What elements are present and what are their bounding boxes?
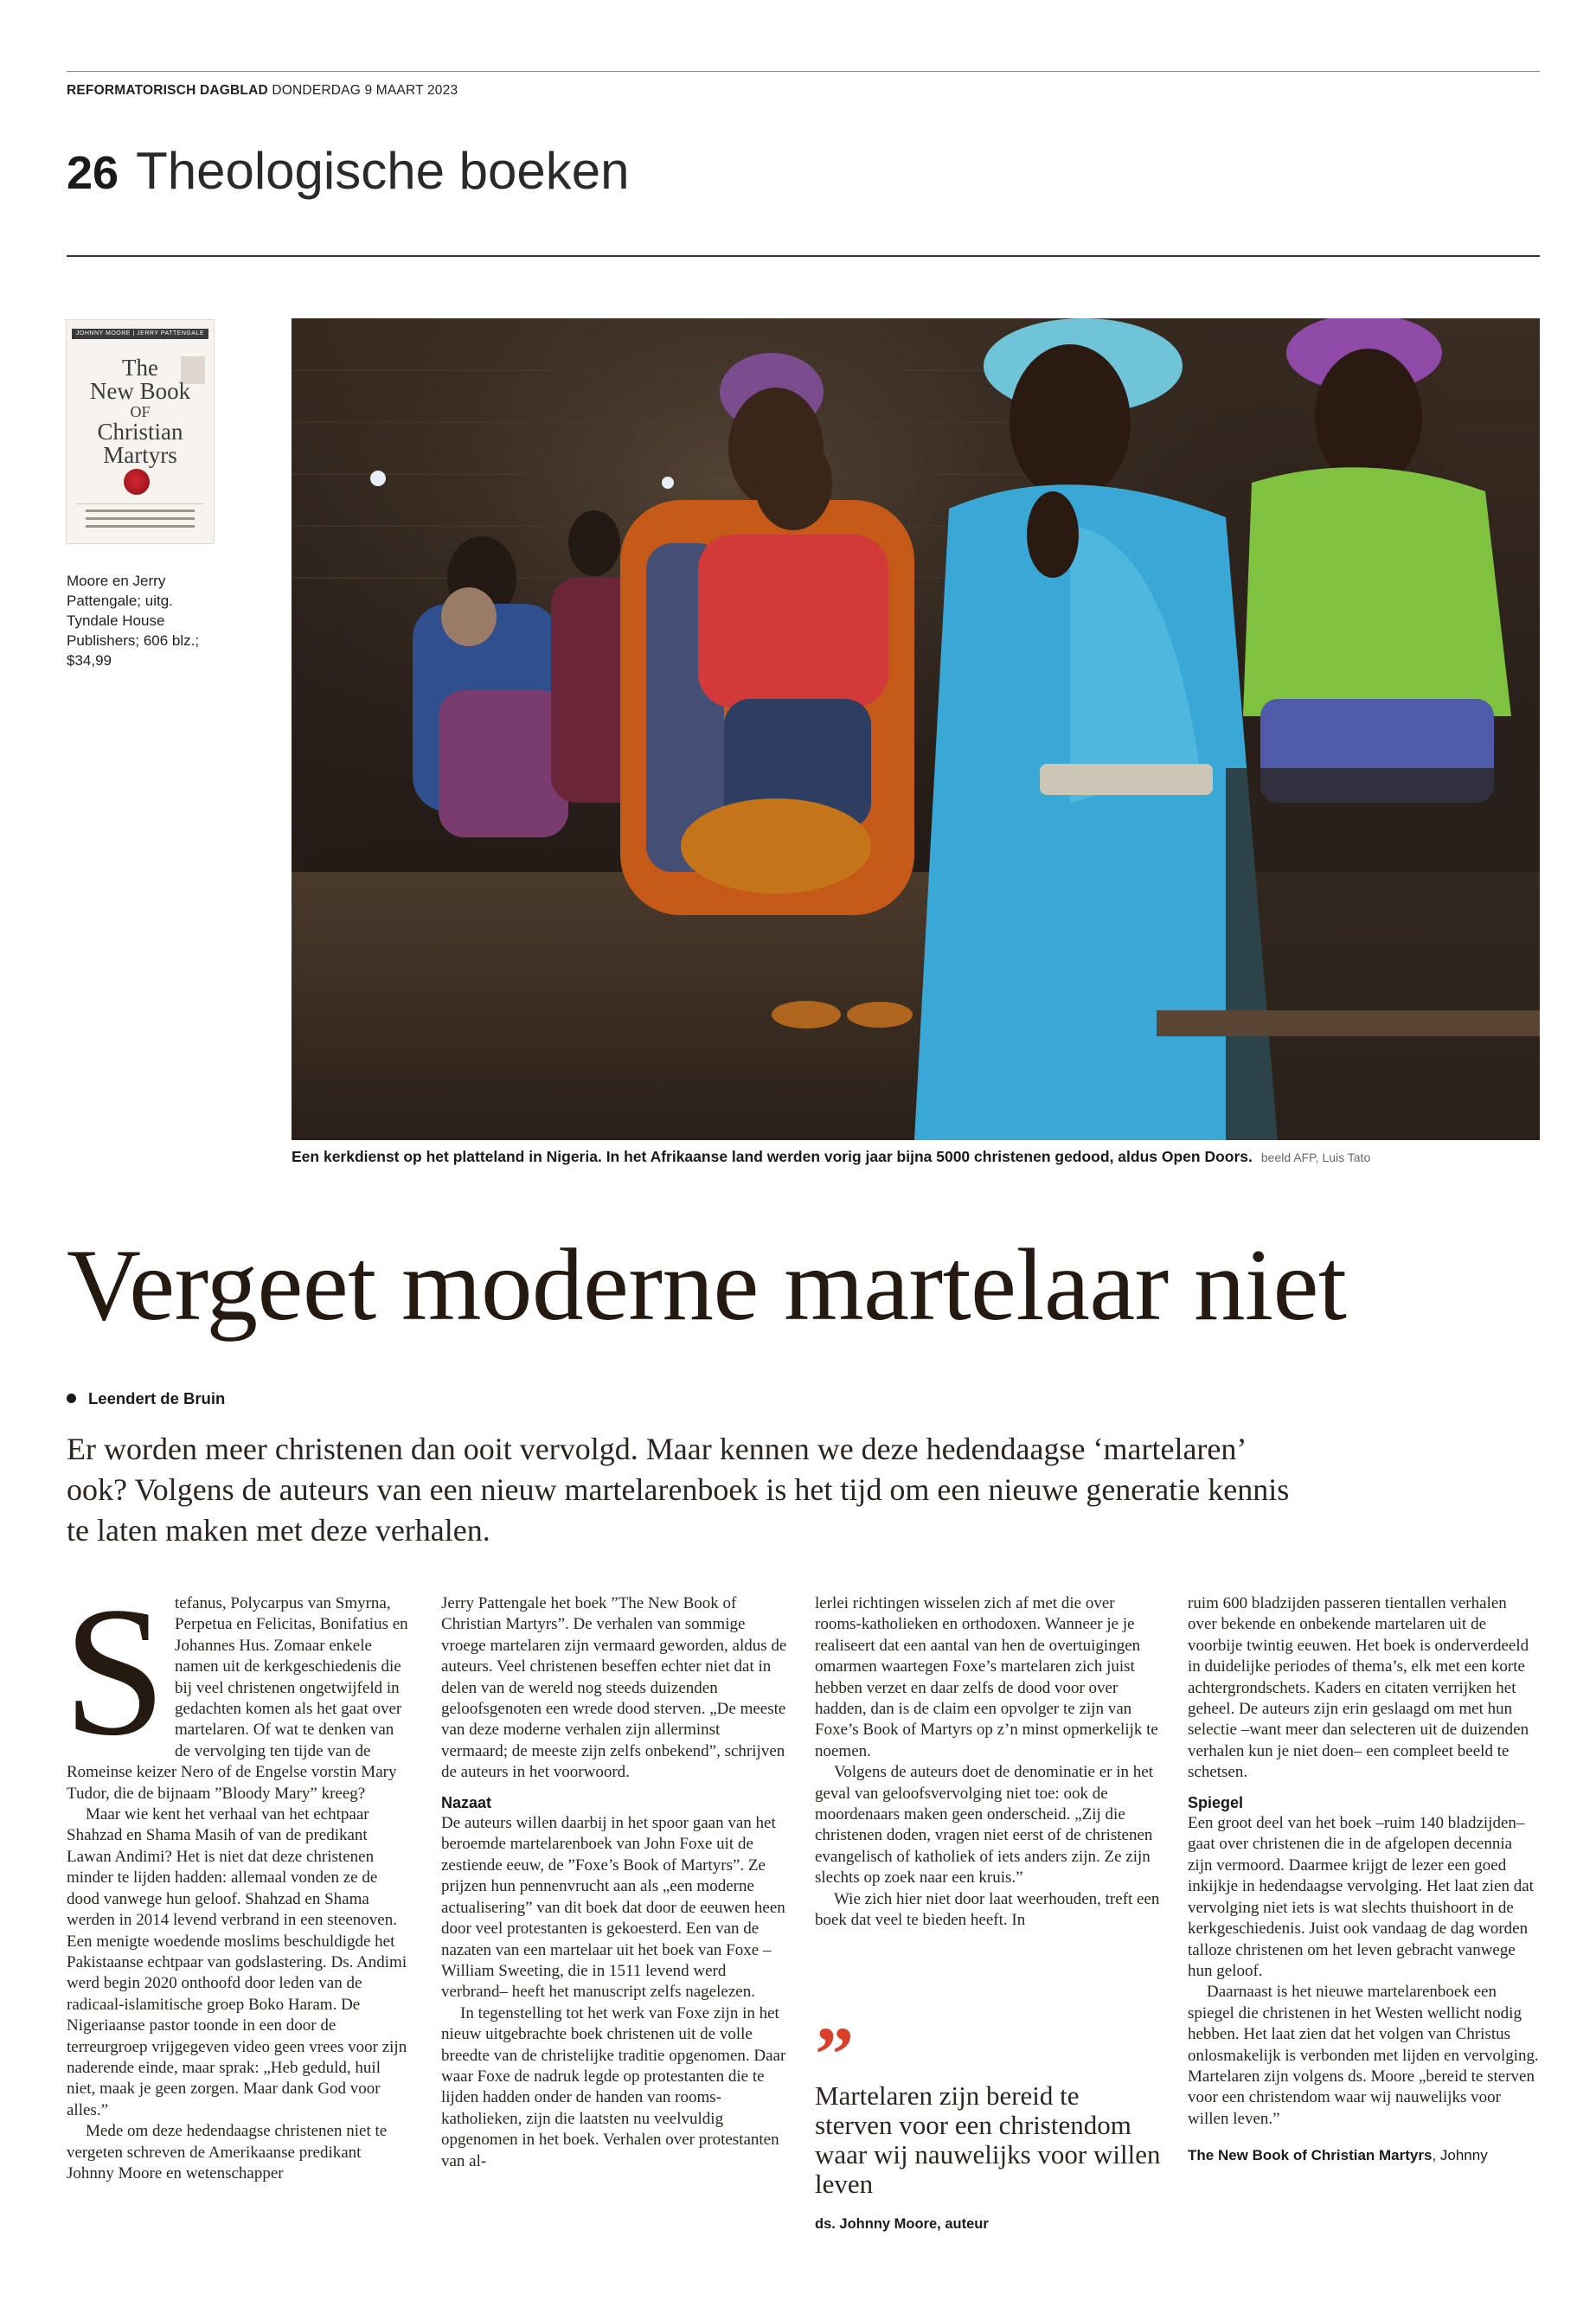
book-reference-rest: , Johnny — [1432, 2147, 1488, 2164]
article-column-3 — [815, 1593, 1161, 1932]
page-number: 26 — [67, 147, 119, 199]
cover-authors: JOHNNY MOORE | JERRY PATTENGALE — [72, 329, 208, 339]
book-info: Moore en Jerry Pattengale; uitg. Tyndale House Publishers; 606 blz.; $34,99 — [67, 573, 200, 669]
cover-title-line: New Book — [89, 378, 191, 404]
pull-quote-text: Martelaren zijn bereid te sterven voor een christendom waar wij nauwelijks voor willen leven — [815, 2080, 1161, 2199]
subheading-nazaat: Nazaat — [441, 1793, 492, 1811]
pull-quote — [815, 2012, 1161, 2233]
drop-cap: S — [63, 1569, 167, 1774]
paragraph: tefanus, Polycarpus van Smyrna, Perpetua en Felicitas, Bonifatius en Johannes Hus. Zomaar enkele namen uit de kerkgeschiedenis die bij veel christenen ongetwijfeld in gedachten komen als het gaat over martelaren. Of wat te denken van de vervolging ten tijde van de Romeinse keizer Nero of de Engelse vorstin Mary Tudor, die de bijnaam ”Bloody Mary” kreeg? — [67, 1594, 408, 1803]
section-rule — [67, 255, 1540, 257]
article-column-2 — [441, 1593, 787, 2172]
cover-title-line: OF — [130, 403, 151, 420]
cover-title-line: Martyrs — [103, 442, 177, 468]
article-headline: Vergeet moderne martelaar niet — [67, 1227, 1347, 1342]
quote-marks-icon: ” — [815, 2012, 854, 2098]
news-photo — [292, 318, 1540, 1140]
article-intro: Er worden meer christenen dan ooit vervolgd. Maar kennen we deze hedendaagse ‘martelaren’ ook? Volgens de auteurs van een nieuw martelarenboek is het tijd om een nieuwe generatie kennis te laten maken met deze verhalen. — [67, 1432, 1290, 1548]
top-rule — [67, 71, 1540, 72]
book-reference-title: The New Book of Christian Martyrs — [1188, 2147, 1433, 2164]
photo-credit: beeld AFP, Luis Tato — [1260, 1150, 1371, 1164]
book-cover-image — [67, 320, 214, 543]
masthead — [67, 83, 458, 99]
paragraph: Een groot deel van het boek –ruim 140 bladzijden– gaat over christenen die in de afgelopen decennia zijn vermoord. Daarmee krijgt de lezer een goed inkijkje in hedendaagse vervolging. Het laat zien dat vervolging niet iets is wat slechts thuishoort in de kerkgeschiedenis. Juist ook vandaag de dag worden talloze christenen om het leven gebracht vanwege hun geloof. — [1188, 1814, 1534, 1980]
section-title: Theologische boeken — [136, 142, 630, 200]
paragraph: ruim 600 bladzijden passeren tientallen verhalen over bekende en onbekende martelaren uit de voorbije twintig eeuwen. Het boek is onderverdeeld in duidelijke periodes of thema’s, elk met een korte achtergrondschets. Kaders en citaten verrijken het geheel. De auteurs zijn erin geslaagd om met hun selectie –want meer dan selecteren uit de duizenden verhalen kun je niet doen– een compleet beeld te schetsen. — [1188, 1594, 1529, 1782]
subheading-spiegel: Spiegel — [1188, 1793, 1244, 1811]
byline — [67, 1389, 225, 1408]
photo-caption — [292, 1148, 1540, 1166]
caption-text: Een kerkdienst op het platteland in Nigeria. In het Afrikaanse land werden vorig jaar bijna 5000 christenen gedood, aldus Open Doors. — [292, 1148, 1253, 1165]
article-column-1 — [63, 1569, 411, 2184]
paragraph: De auteurs willen daarbij in het spoor gaan van het beroemde martelarenboek van John Foxe uit de zestiende eeuw, de ”Foxe’s Book of Martyrs”. Ze prijzen hun pennenvrucht aan als „een moderne actualisering” van dit boek dat door de eeuwen heen door veel protestanten is gekoesterd. Een van de nazaten van een martelaar uit het boek van Foxe –William Sweeting, die in 1511 levend werd verbrand– heeft het manuscript zelfs nagelezen. — [441, 1814, 785, 2002]
paragraph: lerlei richtingen wisselen zich af met die over rooms-katholieken en orthodoxen. Wanneer je je realiseert dat een aantal van hen de overtuigingen omarmen waartegen Foxe’s martelaren zich juist hebben verzet en daar zelfs de dood voor over hadden, dan is de claim een opvolger te zijn van Foxe’s Book of Martyrs op z’n minst opmerkelijk te noemen. — [815, 1594, 1158, 1760]
paragraph: Daarnaast is het nieuwe martelarenboek een spiegel die christenen in het Westen wellicht nodig hebben. Het laat zien dat het volgen van Christus onlosmakelijk is verbonden met lijden en vervolging. Martelaren zijn volgens ds. Moore „bereid te sterven voor een christendom waar wij nauwelijks voor willen leven.” — [1188, 1983, 1539, 2128]
cover-title-line: The — [122, 355, 158, 381]
article-column-4 — [1188, 1593, 1540, 2167]
bullet-icon — [67, 1394, 76, 1403]
paragraph: Volgens de auteurs doet de denominatie er in het geval van geloofsvervolging niet toe: ook de moordenaars maken geen onderscheid. „Zij die christenen doden, vragen niet eerst of de christenen evangelisch of katholiek of iets anders zijn. Ze zijn slechts op zoek naar een kruis.” — [815, 1763, 1153, 1888]
paragraph: Wie zich hier niet door laat weerhouden, treft een boek dat veel te bieden heeft. In — [815, 1889, 1160, 1930]
book-reference — [1188, 2145, 1540, 2166]
pull-quote-attribution: ds. Johnny Moore, auteur — [815, 2216, 989, 2232]
paragraph: Jerry Pattengale het boek ”The New Book of Christian Martyrs”. De verhalen van sommige vroege martelaren zijn vermaard geworden, aldus de auteurs. Veel christenen beseffen echter niet dat in delen van de wereld nog steeds duizenden geloofsgenoten een wrede dood sterven. „De meeste van deze moderne verhalen zijn allerminst vermaard; de meeste zijn zelfs onbekend”, schrijven de auteurs in het voorwoord. — [441, 1594, 787, 1782]
cover-subtitle — [77, 503, 203, 534]
section-header — [67, 141, 630, 201]
issue-date: DONDERDAG 9 MAART 2023 — [272, 83, 458, 98]
author-name: Leendert de Bruin — [88, 1389, 226, 1407]
paragraph: Mede om deze hedendaagse christenen niet te vergeten schreven de Amerikaanse predikant Johnny Moore en wetenschapper — [67, 2122, 388, 2182]
paragraph: In tegenstelling tot het werk van Foxe zijn in het nieuw uitgebrachte boek christenen uit de volle breedte van de christelijke traditie opgenomen. Daar waar Foxe de nadruk legde op protestanten die te lijden hadden onder de handen van rooms-katholieken, zijn die laatsten nu veelvuldig opgenomen in het boek. Verhalen over protestanten van al- — [441, 2003, 786, 2170]
cover-title-line: Christian — [97, 419, 183, 445]
paper-name: REFORMATORISCH DAGBLAD — [67, 83, 268, 98]
rose-icon — [124, 469, 150, 495]
paragraph: Maar wie kent het verhaal van het echtpaar Shahzad en Shama Masih of van de predikant Lawan Andimi? Het is niet dat deze christenen minder te lijden hadden: allemaal vonden ze de dood vanwege hun geloof. Shahzad en Shama werden in 2014 levend verbrand in een steenoven. Een menigte woedende moslims beschuldigde het Pakistaanse echtpaar van godslastering. Ds. Andimi werd begin 2020 onthoofd door leden van de radicaal-islamitische groep Boko Haram. De Nigeriaanse pastor toonde in een door de terreurgroep vrijgegeven video geen vrees voor zijn naderende einde, maar sprak: „Heb geduld, huil niet, maak je geen zorgen. Maar dank God voor alles.” — [67, 1805, 407, 2119]
cover-title — [67, 356, 214, 467]
